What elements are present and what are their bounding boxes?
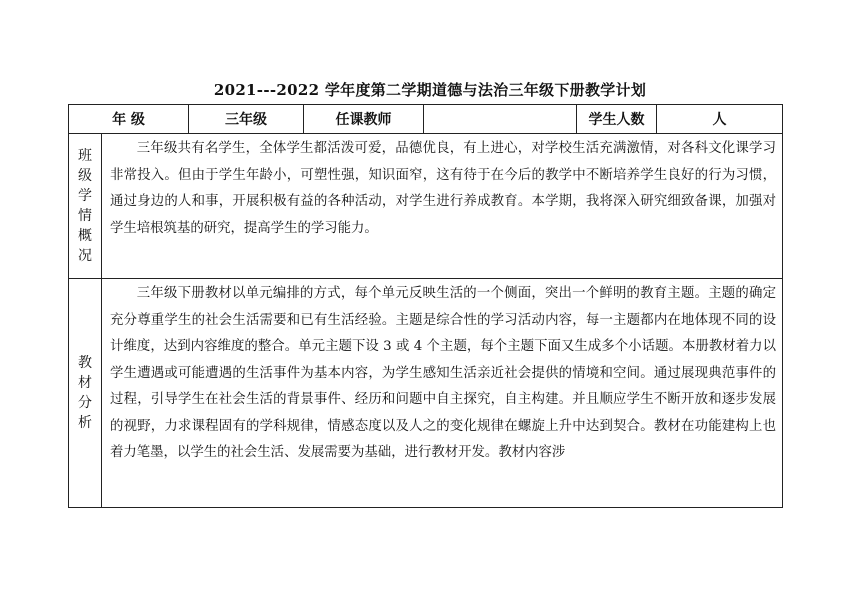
class-situation-row [69, 134, 783, 279]
class-situation-label: 班 级 学 情 概 况 [69, 134, 102, 279]
grade-value: 三年级 [189, 105, 304, 134]
header-row [69, 105, 783, 134]
student-count-label: 学生人数 [577, 105, 657, 134]
document-title: 2021---2022 学年度第二学期道德与法治三年级下册教学计划 [213, 81, 647, 99]
class-situation-text: 三年级共有名学生，全体学生都活泼可爱，品德优良，有上进心，对学校生活充满激情，对各科文化课学习非常投入。但由于学生年龄小，可塑性强，知识面窄，这有待于在今后的教学中不断培养学生良好的行为习惯，通过身边的人和事，开展积极有益的各种活动，对学生进行养成教育。本学期，我将深入研究细致备课，加强对学生培根筑基的研究，提高学生的学习能力。 [102, 134, 783, 279]
student-count-value: 人 [657, 105, 783, 134]
teacher-label: 任课教师 [304, 105, 424, 134]
textbook-analysis-label: 教 材 分 析 [69, 279, 102, 508]
textbook-analysis-text: 三年级下册教材以单元编排的方式，每个单元反映生活的一个侧面，突出一个鲜明的教育主题。主题的确定充分尊重学生的社会生活需要和已有生活经验。主题是综合性的学习活动内容，每一主题都内在地体现不同的设计维度，达到内容维度的整合。单元主题下设 3 或 4 个主题，每个主题下面又生成多个小话题。本册教材着力以学生遭遇或可能遭遇的生活事件为基本内容，为学生感知生活亲近社会提供的情境和空间。通过展现典范事件的过程，引导学生在社会生活的背景事件、经历和问题中自主探究，自主构建。并且顺应学生不断开放和逐步发展的视野，力求课程固有的学科规律，情感态度以及人之的变化规律在螺旋上升中达到契合。教材在功能建构上也着力笔墨，以学生的社会生活、发展需要为基础，进行教材开发。教材内容涉 [102, 279, 783, 508]
teacher-value [424, 105, 577, 134]
plan-table [68, 104, 783, 508]
textbook-analysis-row [69, 279, 783, 508]
grade-label: 年 级 [69, 105, 189, 134]
